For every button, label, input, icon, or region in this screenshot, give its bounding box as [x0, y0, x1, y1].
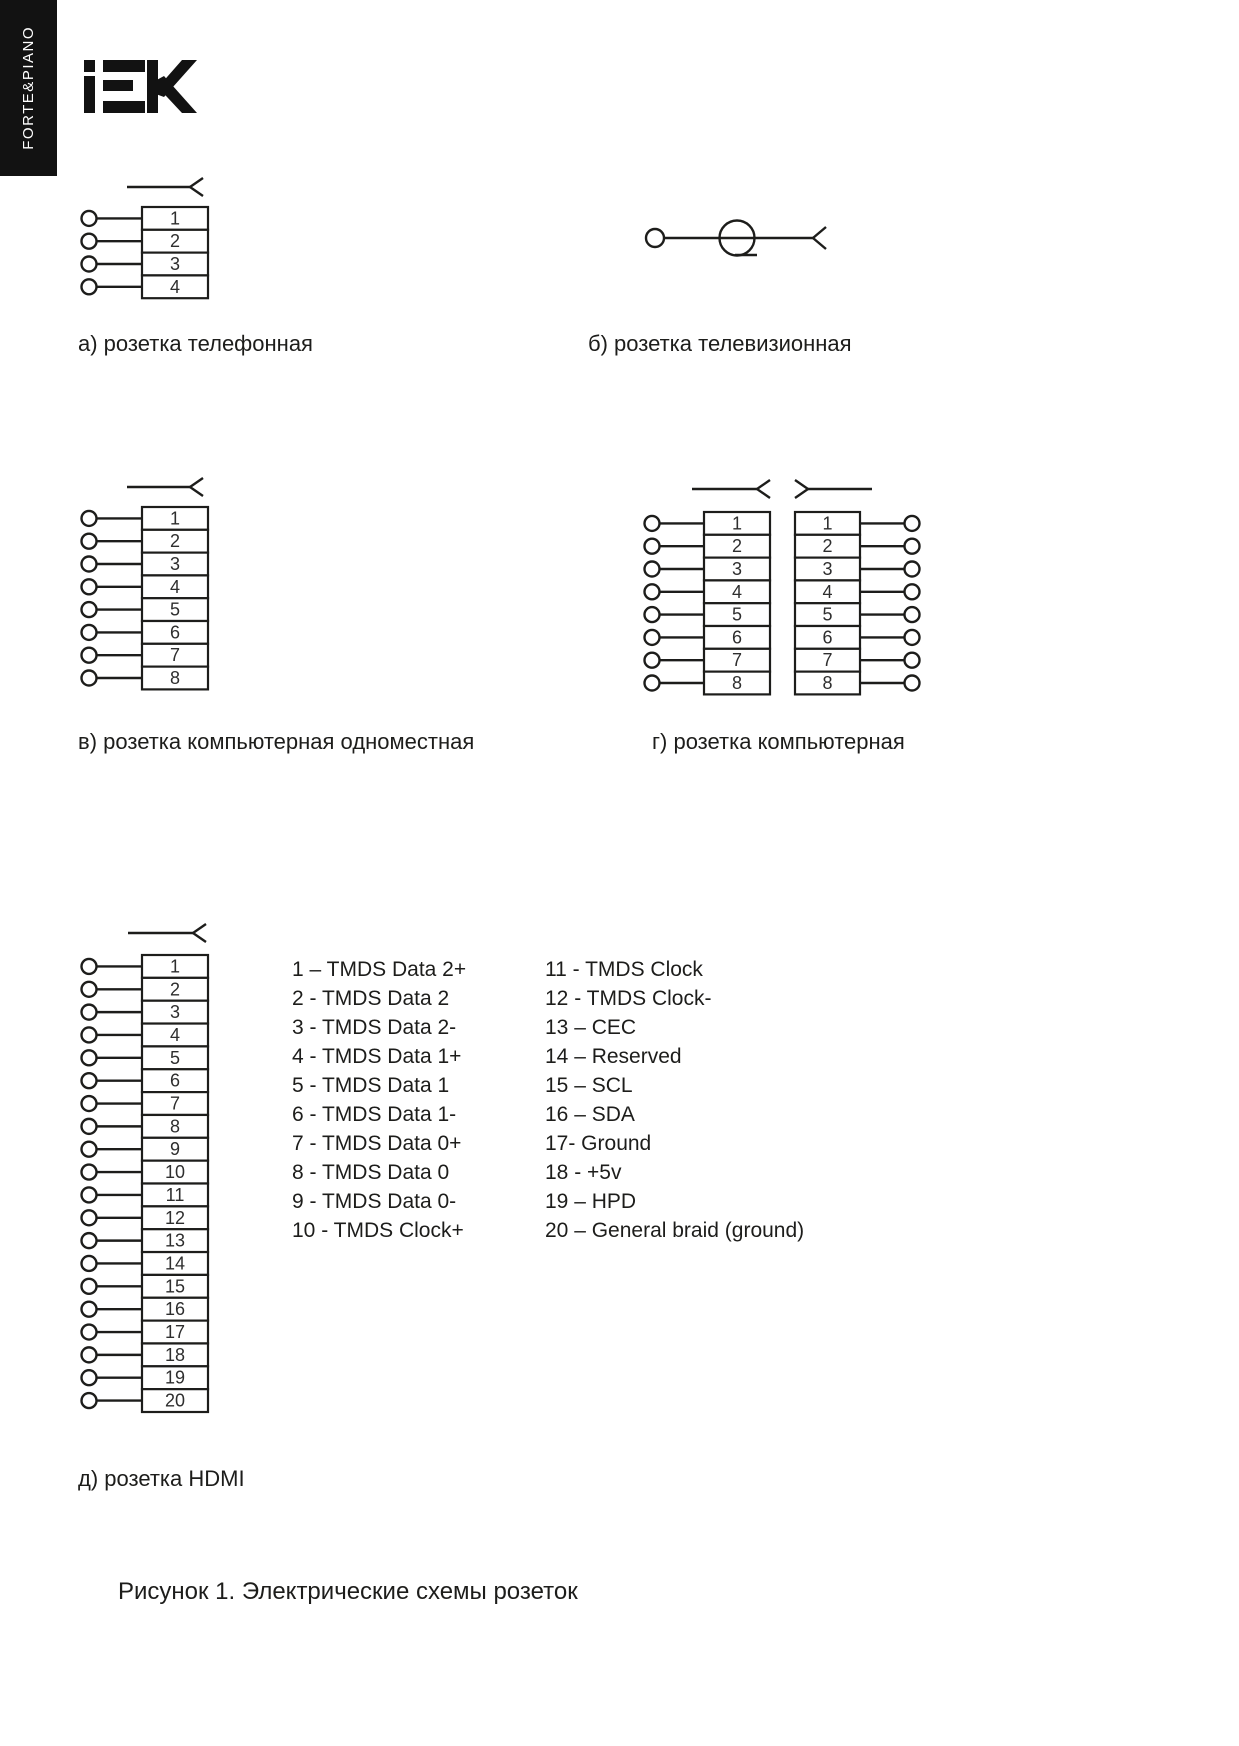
plug-fork-icon	[190, 178, 203, 196]
terminal-circle	[82, 1210, 97, 1225]
hdmi-legend-item: 11 - TMDS Clock	[545, 958, 703, 981]
hdmi-legend-item: 8 - TMDS Data 0	[292, 1161, 450, 1184]
pin-number: 5	[169, 1047, 181, 1068]
plug-fork-icon	[813, 227, 826, 249]
pin-number: 2	[822, 536, 833, 557]
pin-number: 7	[169, 1093, 181, 1114]
diagram-tv-socket	[560, 195, 880, 290]
terminal-circle	[82, 1279, 97, 1294]
pin-number: 18	[164, 1344, 186, 1365]
diagram-computer-socket-double	[555, 470, 995, 705]
pin-number: 6	[822, 627, 833, 648]
pin-number: 20	[164, 1390, 186, 1411]
hdmi-legend-item: 3 - TMDS Data 2-	[292, 1016, 457, 1039]
hdmi-legend-item: 6 - TMDS Data 1-	[292, 1103, 457, 1126]
terminal-circle	[82, 1256, 97, 1271]
hdmi-legend-item: 5 - TMDS Data 1	[292, 1074, 450, 1097]
terminal-circle	[82, 511, 97, 526]
pin-number: 2	[169, 231, 181, 252]
pin-number: 5	[822, 604, 833, 625]
plug-fork-icon	[795, 480, 808, 498]
terminal-circle	[82, 1096, 97, 1111]
pin-number: 4	[731, 581, 743, 602]
pin-number: 7	[731, 650, 743, 671]
pin-number: 5	[169, 599, 181, 620]
terminal-circle	[82, 211, 97, 226]
terminal-circle	[645, 607, 660, 622]
figure-caption: Рисунок 1. Электрические схемы розеток	[118, 1578, 578, 1605]
terminal-circle	[82, 257, 97, 272]
terminal-circle	[82, 1005, 97, 1020]
pin-number: 6	[731, 627, 743, 648]
pin-number: 2	[169, 979, 181, 1000]
hdmi-legend-item: 7 - TMDS Data 0+	[292, 1132, 462, 1155]
pin-number: 7	[822, 650, 833, 671]
pin-number: 1	[822, 513, 833, 534]
terminal-circle	[82, 579, 97, 594]
pin-number: 3	[169, 254, 181, 274]
hdmi-legend-item: 19 – HPD	[545, 1190, 637, 1213]
pin-number: 4	[822, 581, 833, 602]
terminal-circle	[82, 1027, 97, 1042]
pin-number: 12	[164, 1207, 186, 1228]
pin-number: 6	[169, 622, 181, 643]
pin-number: 6	[169, 1070, 181, 1091]
plug-fork-icon	[193, 924, 206, 942]
plug-fork-icon	[190, 478, 203, 496]
hdmi-legend-item: 18 - +5v	[545, 1161, 622, 1184]
caption-telephone-socket: а) розетка телефонная	[78, 331, 313, 356]
terminal-circle	[82, 1165, 97, 1180]
pin-number: 8	[169, 668, 181, 688]
terminal-circle	[905, 516, 920, 531]
hdmi-legend-item: 4 - TMDS Data 1+	[292, 1045, 462, 1068]
pin-number: 9	[169, 1139, 181, 1160]
terminal-circle	[905, 562, 920, 577]
terminal-circle	[82, 1370, 97, 1385]
terminal-circle	[905, 584, 920, 599]
pin-number: 5	[731, 604, 743, 625]
hdmi-legend-item: 15 – SCL	[545, 1074, 633, 1097]
pin-number: 1	[731, 513, 743, 534]
hdmi-legend-column-1	[292, 955, 466, 1245]
pin-number: 10	[164, 1162, 186, 1183]
caption-computer-socket-double: г) розетка компьютерная	[652, 729, 905, 754]
terminal-circle	[645, 653, 660, 668]
terminal-circle	[82, 1187, 97, 1202]
terminal-circle	[82, 234, 97, 249]
hdmi-legend-item: 1 – TMDS Data 2+	[292, 958, 467, 981]
terminal-circle	[905, 676, 920, 691]
pin-number: 8	[822, 673, 833, 693]
caption-hdmi-socket: д) розетка HDMI	[78, 1466, 245, 1491]
terminal-circle	[82, 1233, 97, 1248]
terminal-circle	[82, 1393, 97, 1408]
terminal-circle	[905, 630, 920, 645]
pin-number: 3	[822, 559, 833, 579]
hdmi-legend-item: 2 - TMDS Data 2	[292, 987, 450, 1010]
hdmi-legend-item: 20 – General braid (ground)	[545, 1219, 805, 1242]
terminal-circle	[645, 676, 660, 691]
pin-number: 3	[169, 1002, 181, 1023]
pin-number: 15	[164, 1276, 186, 1297]
terminal-circle	[82, 1050, 97, 1065]
terminal-circle	[82, 959, 97, 974]
pin-number: 1	[169, 208, 181, 229]
hdmi-legend-item: 10 - TMDS Clock+	[292, 1219, 464, 1242]
diagram-telephone-socket	[60, 175, 320, 315]
terminal-circle	[82, 1325, 97, 1340]
pin-number: 2	[731, 536, 743, 557]
pin-number: 2	[169, 531, 181, 552]
iek-logo	[84, 60, 197, 113]
plug-fork-icon	[757, 480, 770, 498]
terminal-circle	[905, 607, 920, 622]
terminal-circle	[645, 584, 660, 599]
pin-number: 1	[169, 508, 181, 529]
terminal-circle	[645, 516, 660, 531]
pin-number: 11	[165, 1184, 185, 1205]
diagram-computer-socket-single	[60, 470, 320, 705]
terminal-circle	[646, 229, 664, 247]
pin-number: 3	[731, 559, 743, 579]
terminal-circle	[82, 1302, 97, 1317]
hdmi-legend-item: 9 - TMDS Data 0-	[292, 1190, 457, 1213]
hdmi-legend-item: 14 – Reserved	[545, 1045, 682, 1068]
caption-computer-socket-single: в) розетка компьютерная одноместная	[78, 729, 475, 754]
hdmi-legend-item: 13 – CEC	[545, 1016, 637, 1039]
hdmi-legend-item: 12 - TMDS Clock-	[545, 987, 712, 1010]
caption-tv-socket: б) розетка телевизионная	[588, 331, 852, 356]
pin-number: 4	[169, 576, 181, 597]
terminal-circle	[645, 539, 660, 554]
terminal-circle	[82, 279, 97, 294]
pin-number: 8	[731, 673, 743, 693]
terminal-circle	[82, 648, 97, 663]
terminal-circle	[82, 1119, 97, 1134]
terminal-circle	[645, 562, 660, 577]
pin-number: 14	[164, 1253, 186, 1274]
hdmi-legend-column-2	[545, 955, 804, 1245]
terminal-circle	[82, 534, 97, 549]
pin-number: 1	[169, 956, 181, 977]
pin-number: 4	[169, 276, 181, 297]
pin-number: 17	[164, 1322, 186, 1343]
pin-number: 13	[164, 1230, 186, 1251]
terminal-circle	[82, 1073, 97, 1088]
brand-tab	[0, 0, 57, 176]
terminal-circle	[82, 1142, 97, 1157]
terminal-circle	[82, 602, 97, 617]
terminal-circle	[645, 630, 660, 645]
terminal-circle	[905, 539, 920, 554]
iek-logo-glyphs	[84, 60, 197, 113]
pin-number: 16	[164, 1299, 186, 1320]
pin-number: 19	[164, 1367, 186, 1388]
hdmi-legend-item: 17- Ground	[545, 1132, 652, 1155]
pin-number: 8	[169, 1116, 181, 1137]
pin-number: 7	[169, 645, 181, 666]
terminal-circle	[82, 671, 97, 686]
diagram-hdmi-socket	[60, 920, 320, 1425]
terminal-circle	[82, 557, 97, 572]
brand-series-label: FORTE&PIANO	[20, 26, 37, 150]
terminal-circle	[82, 982, 97, 997]
terminal-circle	[905, 653, 920, 668]
terminal-circle	[82, 625, 97, 640]
pin-number: 4	[169, 1024, 181, 1045]
hdmi-legend-item: 16 – SDA	[545, 1103, 635, 1126]
pin-number: 3	[169, 554, 181, 574]
terminal-circle	[82, 1347, 97, 1362]
